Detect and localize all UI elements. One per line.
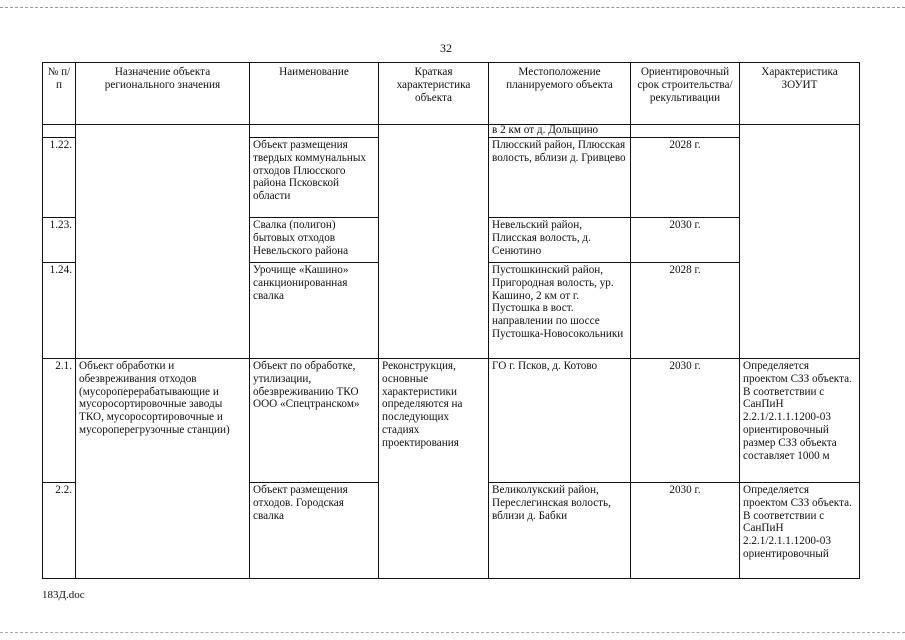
cell-row-num: 2.2. (43, 483, 76, 579)
header-purpose: Назначение объекта регионального значения (76, 63, 250, 125)
header-term: Ориентировочный срок строительства/ рекультивации (631, 63, 740, 125)
cell-continuation-location: в 2 км от д. Дольщино (489, 125, 631, 138)
cell-term: 2030 г. (631, 359, 740, 483)
cell-row-num: 1.22. (43, 138, 76, 218)
cell-brief-group-1 (379, 125, 489, 359)
cell-object-name: Объект по обработке, утилизации, обезвреживанию ТКО ООО «Спецтранском» (250, 359, 379, 483)
document-table-wrapper (42, 62, 860, 579)
cell-location: ГО г. Псков, д. Котово (489, 359, 631, 483)
header-num: № п/п (43, 63, 76, 125)
cell-row-num: 2.1. (43, 359, 76, 483)
cell-empty (631, 125, 740, 138)
scan-edge-top (0, 0, 905, 8)
cell-location: Великолукский район, Переслегинская волость, вблизи д. Бабки (489, 483, 631, 579)
scan-edge-bottom (0, 632, 905, 634)
cell-term: 2030 г. (631, 218, 740, 263)
cell-empty (250, 125, 379, 138)
cell-object-name: Объект размещения твердых коммунальных отходов Плюсского района Псковской области (250, 138, 379, 218)
cell-term: 2030 г. (631, 483, 740, 579)
cell-zouit: Определяется проектом СЗЗ объекта. В соответствии с СанПиН 2.2.1/2.1.1.1200-03 ориентировочный размер СЗЗ объекта составляет 1000 м (740, 359, 860, 483)
header-zouit: Характеристика ЗОУИТ (740, 63, 860, 125)
cell-zouit-group-1 (740, 125, 860, 359)
cell-term: 2028 г. (631, 263, 740, 359)
cell-row-num: 1.23. (43, 218, 76, 263)
header-brief: Краткая характеристика объекта (379, 63, 489, 125)
header-location: Местоположение планируемого объекта (489, 63, 631, 125)
cell-brief: Реконструкция, основные характеристики определяются на последующих стадиях проектирования (379, 359, 489, 579)
cell-location: Пустошкинский район, Пригородная волость, ур. Кашино, 2 км от г. Пустошка в вост. направлении по шоссе Пустошка-Новосокольники (489, 263, 631, 359)
footer-filename: 183Д.doc (42, 589, 85, 601)
cell-object-name: Свалка (полигон) бытовых отходов Невельского района (250, 218, 379, 263)
cell-row-num: 1.24. (43, 263, 76, 359)
cell-term: 2028 г. (631, 138, 740, 218)
table-header-row (43, 63, 860, 125)
cell-purpose-group-1 (76, 125, 250, 359)
page-number: 32 (440, 41, 452, 55)
table-row (43, 359, 860, 483)
regional-objects-table (42, 62, 860, 579)
table-row-continuation (43, 125, 860, 138)
cell-zouit: Определяется проектом СЗЗ объекта. В соответствии с СанПиН 2.2.1/2.1.1.1200-03 ориентировочный (740, 483, 860, 579)
cell-location: Плюсский район, Плюсская волость, вблизи д. Гривцево (489, 138, 631, 218)
header-name: Наименование (250, 63, 379, 125)
cell-empty (43, 125, 76, 138)
cell-object-name: Объект размещения отходов. Городская свалка (250, 483, 379, 579)
cell-purpose: Объект обработки и обезвреживания отходов (мусороперерабатывающие и мусоросортировочные заводы ТКО, мусоросортировочные и мусороперегрузочные станции) (76, 359, 250, 579)
cell-location: Невельский район, Плисская волость, д. Сенютино (489, 218, 631, 263)
cell-object-name: Урочище «Кашино» санкционированная свалка (250, 263, 379, 359)
